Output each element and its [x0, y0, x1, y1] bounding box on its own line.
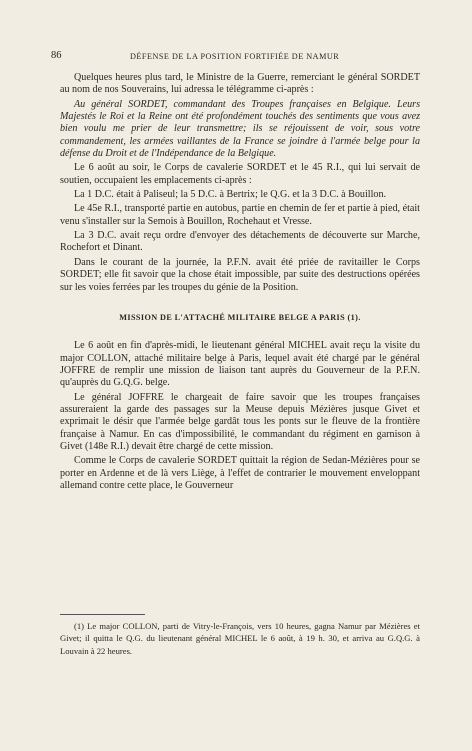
telegram-quote: Au général SORDET, commandant des Troupes françaises en Belgique. Leurs Majestés le Roi et la Reine ont été profondément touchés des sentiments que vous avez bien voulu me prier de leur transmettre; ils se réjouissent de voir, sous votre commandement, les armées vaillantes de la France se joindre à l'armée belge pour la défense du Droit et de l'Indépendance de la Belgique. — [60, 98, 420, 160]
paragraph: La 1 D.C. était à Paliseul; la 5 D.C. à Bertrix; le Q.G. et la 3 D.C. à Bouillon. — [74, 189, 387, 201]
paragraph: Quelques heures plus tard, le Ministre de la Guerre, remerciant le général SORDET au nom de nos Souverains, lui adressa le télégramme ci-après : — [60, 72, 420, 96]
page-header — [0, 50, 472, 64]
section-heading: MISSION DE L'ATTACHÉ MILITAIRE BELGE A PARIS (1). — [119, 312, 361, 322]
footnote: (1) Le major COLLON, parti de Vitry-le-François, vers 10 heures, gagna Namur par Mézières et Givet; il quitta le Q.G. du lieutenant général MICHEL le 6 août, à 19 h. 30, et arriva au G.Q.G. à Louvain à 22 heures. — [60, 621, 420, 656]
page-number: 86 — [51, 50, 62, 61]
paragraph: Le 6 août en fin d'après-midi, le lieutenant général MICHEL avait reçu la visite du major COLLON, attaché militaire belge à Paris, lequel avait été chargé par le général JOFFRE de remplir une mission de liaison tant auprès du Gouverneur de la P.F.N. qu'auprès du G.Q.G. belge. — [60, 340, 420, 389]
paragraph: Le général JOFFRE le chargeait de faire savoir que les troupes françaises assureraient la garde des passages sur la Meuse depuis Mézières jusque Givet et exprimait le désir que l'armée belge gardât tous les ponts sur le fleuve de la frontière française à Namur. En cas d'impossibilité, le commandant du régiment en garnison à Givet (148e R.I.) devait être chargé de cette mission. — [60, 391, 420, 452]
footnote-divider — [60, 614, 145, 615]
paragraph: Dans le courant de la journée, la P.F.N. avait été priée de ravitailler le Corps SORDET; elle fit savoir que la chose était impossible, par suite des destructions opérées sur les voies ferrées par les troupes du génie de la Position. — [60, 256, 420, 293]
paragraph: Le 6 août au soir, le Corps de cavalerie SORDET et le 45 R.I., qui lui servait de soutien, occupaient les emplacements ci-après : — [60, 162, 420, 186]
paragraph: Comme le Corps de cavalerie SORDET quittait la région de Sedan-Mézières pour se porter en Ardenne et de là vers Liège, à l'effet de contrarier le mouvement enveloppant allemand contre cette place, le Gouverneur — [60, 455, 420, 491]
paragraph: La 3 D.C. avait reçu ordre d'envoyer des détachements de découverte sur Marche, Rochefort et Dinant. — [60, 230, 420, 254]
body-text — [60, 70, 420, 494]
paragraph: Le 45e R.I., transporté partie en autobus, partie en chemin de fer et partie à pied, était venu s'installer sur la Semois à Bouillon, Rochehaut et Vresse. — [60, 203, 420, 227]
running-title: DÉFENSE DE LA POSITION FORTIFIÉE DE NAMUR — [130, 52, 340, 61]
